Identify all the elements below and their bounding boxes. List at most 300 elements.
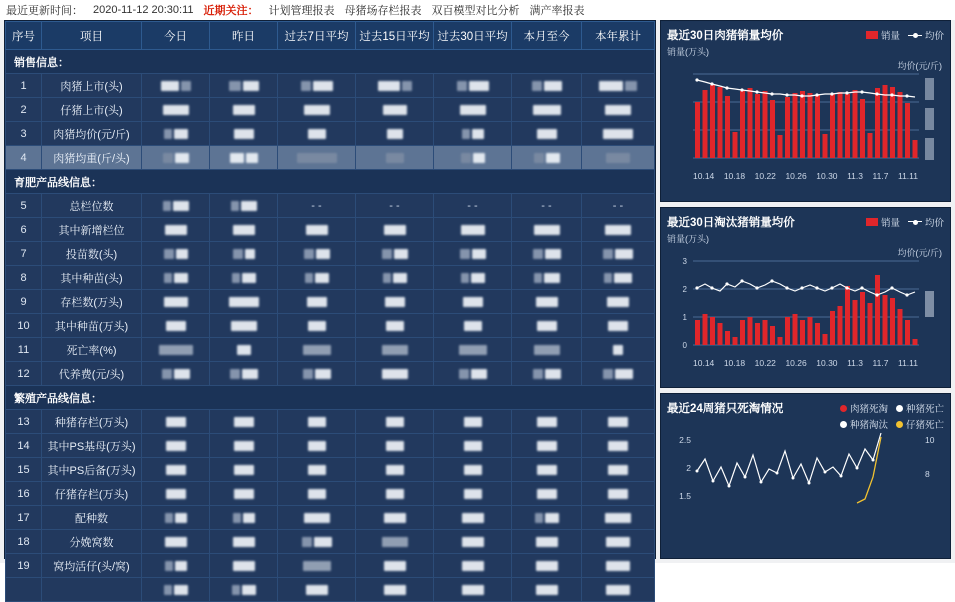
legend-item-price[interactable] bbox=[908, 28, 944, 42]
col-item[interactable]: 项目 bbox=[42, 22, 142, 50]
cell-avg7 bbox=[278, 506, 356, 530]
cell-today bbox=[142, 554, 210, 578]
y-axis-label-right: 均价(元/斤) bbox=[897, 61, 942, 71]
cell-ytd bbox=[582, 434, 655, 458]
row-label: 肉猪上市(头) bbox=[42, 74, 142, 98]
x-tick: 11.11 bbox=[897, 171, 918, 181]
section-row-sales bbox=[6, 50, 655, 74]
row-label: 投苗数(头) bbox=[42, 242, 142, 266]
chart-x-axis-labels bbox=[667, 357, 944, 368]
cell-mtd bbox=[512, 314, 582, 338]
row-label: 死亡率(%) bbox=[42, 338, 142, 362]
cell-today bbox=[142, 98, 210, 122]
cell-avg15 bbox=[356, 554, 434, 578]
row-label: 其中种苗(万头) bbox=[42, 314, 142, 338]
x-tick: 11.11 bbox=[897, 357, 918, 368]
cell-avg15 bbox=[356, 338, 434, 362]
chart-legend[interactable] bbox=[840, 401, 944, 415]
row-label bbox=[42, 578, 142, 602]
cell-avg30 bbox=[434, 290, 512, 314]
row-label: 其中PS后备(万头) bbox=[42, 458, 142, 482]
cell-mtd bbox=[512, 362, 582, 386]
cell-avg7: - - bbox=[278, 194, 356, 218]
x-tick: 11.7 bbox=[872, 357, 889, 368]
table-row[interactable] bbox=[6, 290, 655, 314]
dot-swatch-icon bbox=[896, 405, 903, 412]
cell-avg7 bbox=[278, 266, 356, 290]
table-row[interactable] bbox=[6, 482, 655, 506]
cell-mtd: - - bbox=[512, 194, 582, 218]
cell-yesterday bbox=[210, 338, 278, 362]
row-index: 13 bbox=[6, 410, 42, 434]
table-header-row bbox=[6, 22, 655, 50]
cell-today bbox=[142, 218, 210, 242]
cell-avg30 bbox=[434, 554, 512, 578]
legend-label: 种猪死亡 bbox=[905, 404, 944, 416]
section-title: 育肥产品线信息： bbox=[6, 170, 655, 194]
cell-avg7 bbox=[278, 578, 356, 602]
row-label: 配种数 bbox=[42, 506, 142, 530]
row-label: 肉猪均重(斤/头) bbox=[42, 146, 142, 170]
link-sow-inventory-report[interactable]: 母猪场存栏报表 bbox=[344, 5, 422, 17]
cell-avg7 bbox=[278, 98, 356, 122]
cell-ytd bbox=[582, 338, 655, 362]
cell-yesterday bbox=[210, 98, 278, 122]
chart-legend-row2[interactable] bbox=[667, 417, 944, 431]
x-tick: 10.26 bbox=[785, 357, 807, 368]
cell-mtd bbox=[512, 290, 582, 314]
cell-yesterday bbox=[210, 362, 278, 386]
table-row[interactable] bbox=[6, 434, 655, 458]
row-index: 18 bbox=[6, 530, 42, 554]
cell-today bbox=[142, 578, 210, 602]
row-index: 11 bbox=[6, 338, 42, 362]
table-row[interactable] bbox=[6, 530, 655, 554]
cell-avg30 bbox=[434, 338, 512, 362]
row-index: 10 bbox=[6, 314, 42, 338]
cell-avg15 bbox=[356, 122, 434, 146]
cell-yesterday bbox=[210, 410, 278, 434]
cell-avg15 bbox=[356, 506, 434, 530]
cell-today bbox=[142, 434, 210, 458]
cell-yesterday bbox=[210, 458, 278, 482]
row-index: 19 bbox=[6, 554, 42, 578]
cell-ytd bbox=[582, 242, 655, 266]
col-year-to-date[interactable]: 本年累计 bbox=[582, 22, 655, 50]
cell-ytd bbox=[582, 506, 655, 530]
y-tick-right: 10 bbox=[925, 435, 935, 446]
cell-yesterday bbox=[210, 266, 278, 290]
chart-header bbox=[667, 214, 944, 230]
cell-yesterday bbox=[210, 122, 278, 146]
cell-avg15 bbox=[356, 530, 434, 554]
cell-avg15: - - bbox=[356, 194, 434, 218]
cell-yesterday bbox=[210, 434, 278, 458]
cell-ytd bbox=[582, 290, 655, 314]
content-area bbox=[0, 20, 955, 573]
chart-card-mortality[interactable] bbox=[660, 393, 951, 559]
cell-today bbox=[142, 146, 210, 170]
legend-label: 均价 bbox=[924, 31, 944, 42]
cell-yesterday bbox=[210, 554, 278, 578]
section-row-fattening bbox=[6, 170, 655, 194]
cell-today bbox=[142, 482, 210, 506]
x-tick: 10.30 bbox=[816, 171, 838, 181]
cell-avg7 bbox=[278, 74, 356, 98]
row-label: 存栏数(万头) bbox=[42, 290, 142, 314]
legend-label: 均价 bbox=[924, 217, 944, 229]
cell-ytd bbox=[582, 122, 655, 146]
cell-mtd bbox=[512, 458, 582, 482]
legend-label: 种猪淘汰 bbox=[849, 420, 888, 432]
x-tick: 10.14 bbox=[693, 171, 715, 181]
cell-avg15 bbox=[356, 146, 434, 170]
cell-today bbox=[142, 194, 210, 218]
row-index: 1 bbox=[6, 74, 42, 98]
table-row[interactable] bbox=[6, 74, 655, 98]
cell-ytd bbox=[582, 530, 655, 554]
legend-label: 销量 bbox=[880, 31, 900, 42]
row-index: 7 bbox=[6, 242, 42, 266]
row-label: 仔猪上市(头) bbox=[42, 98, 142, 122]
cell-avg15 bbox=[356, 410, 434, 434]
table-row[interactable] bbox=[6, 314, 655, 338]
row-index: 14 bbox=[6, 434, 42, 458]
cell-avg15 bbox=[356, 578, 434, 602]
cell-yesterday bbox=[210, 506, 278, 530]
chart-title: 最近30日淘汰猪销量均价 bbox=[667, 216, 795, 229]
x-tick: 11.3 bbox=[847, 357, 863, 368]
cell-avg7 bbox=[278, 314, 356, 338]
chart-plot-area bbox=[667, 58, 944, 170]
x-tick: 10.14 bbox=[693, 357, 715, 368]
col-avg15[interactable]: 过去15日平均 bbox=[356, 22, 434, 50]
legend-item-hog-mortality[interactable] bbox=[840, 401, 888, 415]
cell-avg30 bbox=[434, 98, 512, 122]
cell-yesterday bbox=[210, 146, 278, 170]
row-index: 16 bbox=[6, 482, 42, 506]
row-label: 其中种苗(头) bbox=[42, 266, 142, 290]
x-tick: 10.30 bbox=[816, 357, 838, 368]
row-index: 5 bbox=[6, 194, 42, 218]
chart-svg-hog-sales bbox=[667, 58, 946, 170]
chart-x-axis-labels bbox=[667, 170, 944, 181]
y-tick-right: 8 bbox=[925, 469, 930, 480]
row-index bbox=[6, 578, 42, 602]
cell-avg15 bbox=[356, 290, 434, 314]
table-row[interactable] bbox=[6, 218, 655, 242]
x-tick: 10.18 bbox=[723, 171, 746, 181]
dot-swatch-icon bbox=[840, 421, 847, 428]
cell-ytd bbox=[582, 362, 655, 386]
table-row[interactable] bbox=[6, 554, 655, 578]
legend-item-price[interactable] bbox=[908, 215, 944, 229]
legend-item-volume[interactable] bbox=[866, 28, 900, 42]
cell-mtd bbox=[512, 434, 582, 458]
table-row[interactable] bbox=[6, 506, 655, 530]
cell-avg7 bbox=[278, 290, 356, 314]
cell-avg7 bbox=[278, 530, 356, 554]
dot-swatch-icon bbox=[896, 421, 903, 428]
chart-plot-area bbox=[667, 245, 944, 357]
row-label: 肉猪均价(元/斤) bbox=[42, 122, 142, 146]
cell-avg30 bbox=[434, 458, 512, 482]
cell-avg15 bbox=[356, 218, 434, 242]
y-tick: 2 bbox=[686, 463, 691, 474]
cell-ytd bbox=[582, 410, 655, 434]
cell-ytd bbox=[582, 554, 655, 578]
cell-avg7 bbox=[278, 458, 356, 482]
x-tick: 10.22 bbox=[754, 357, 776, 368]
cell-avg30 bbox=[434, 506, 512, 530]
cell-today bbox=[142, 362, 210, 386]
legend-item-volume[interactable] bbox=[866, 215, 900, 229]
line-swatch-icon bbox=[908, 221, 922, 222]
cell-mtd bbox=[512, 530, 582, 554]
link-capacity-rate-report[interactable]: 满产率报表 bbox=[529, 5, 585, 17]
row-index: 3 bbox=[6, 122, 42, 146]
chart-plot-area bbox=[667, 431, 944, 523]
dot-swatch-icon bbox=[840, 405, 847, 412]
cell-today bbox=[142, 410, 210, 434]
legend-label: 仔猪死亡 bbox=[905, 420, 944, 432]
focus-label: 近期关注： bbox=[203, 5, 259, 17]
col-avg30[interactable]: 过去30日平均 bbox=[434, 22, 512, 50]
top-bar bbox=[0, 0, 955, 20]
cell-today bbox=[142, 338, 210, 362]
row-label: 分娩窝数 bbox=[42, 530, 142, 554]
cell-mtd bbox=[512, 266, 582, 290]
legend-label: 销量 bbox=[880, 217, 900, 229]
x-tick: 10.26 bbox=[785, 171, 807, 181]
cell-avg7 bbox=[278, 410, 356, 434]
section-row-breeding bbox=[6, 386, 655, 410]
cell-today bbox=[142, 290, 210, 314]
cell-yesterday bbox=[210, 530, 278, 554]
row-index: 2 bbox=[6, 98, 42, 122]
section-title: 繁殖产品线信息： bbox=[6, 386, 655, 410]
metrics-table-panel[interactable] bbox=[4, 20, 656, 573]
cell-today bbox=[142, 506, 210, 530]
y-tick: 1.5 bbox=[679, 491, 691, 502]
cell-avg15 bbox=[356, 434, 434, 458]
cell-ytd bbox=[582, 314, 655, 338]
cell-avg30: - - bbox=[434, 194, 512, 218]
cell-avg30 bbox=[434, 434, 512, 458]
cell-avg30 bbox=[434, 362, 512, 386]
x-tick: 10.22 bbox=[754, 171, 776, 181]
cell-avg30 bbox=[434, 314, 512, 338]
cell-avg15 bbox=[356, 266, 434, 290]
y-tick: 2 bbox=[682, 284, 687, 294]
cell-avg7 bbox=[278, 242, 356, 266]
cell-avg30 bbox=[434, 242, 512, 266]
chart-legend[interactable] bbox=[866, 215, 944, 229]
row-index: 17 bbox=[6, 506, 42, 530]
col-today[interactable]: 今日 bbox=[142, 22, 210, 50]
table-row[interactable] bbox=[6, 266, 655, 290]
col-index[interactable]: 序号 bbox=[6, 22, 42, 50]
cell-avg30 bbox=[434, 122, 512, 146]
cell-today bbox=[142, 530, 210, 554]
cell-today bbox=[142, 122, 210, 146]
cell-today bbox=[142, 266, 210, 290]
cell-ytd bbox=[582, 146, 655, 170]
cell-ytd bbox=[582, 482, 655, 506]
cell-mtd bbox=[512, 338, 582, 362]
cell-avg30 bbox=[434, 146, 512, 170]
cell-avg30 bbox=[434, 410, 512, 434]
cell-avg15 bbox=[356, 482, 434, 506]
cell-avg7 bbox=[278, 554, 356, 578]
cell-today bbox=[142, 314, 210, 338]
cell-avg15 bbox=[356, 74, 434, 98]
cell-mtd bbox=[512, 218, 582, 242]
cell-avg30 bbox=[434, 482, 512, 506]
cell-avg30 bbox=[434, 74, 512, 98]
table-row[interactable] bbox=[6, 362, 655, 386]
cell-ytd bbox=[582, 98, 655, 122]
table-row[interactable] bbox=[6, 338, 655, 362]
cell-today bbox=[142, 458, 210, 482]
row-label: 总栏位数 bbox=[42, 194, 142, 218]
y-axis-label-left: 销量(万头) bbox=[667, 233, 709, 244]
chart-title: 最近30日肉猪销量均价 bbox=[667, 30, 784, 42]
cell-avg7 bbox=[278, 362, 356, 386]
row-label: 仔猪存栏(万头) bbox=[42, 482, 142, 506]
cell-avg30 bbox=[434, 218, 512, 242]
bar-swatch-icon bbox=[866, 31, 878, 39]
cell-yesterday bbox=[210, 74, 278, 98]
cell-avg30 bbox=[434, 266, 512, 290]
row-label: 其中PS基母(万头) bbox=[42, 434, 142, 458]
x-tick: 11.7 bbox=[872, 171, 889, 181]
cell-ytd bbox=[582, 266, 655, 290]
cell-ytd bbox=[582, 458, 655, 482]
update-label: 最近更新时间： bbox=[6, 5, 83, 17]
cell-mtd bbox=[512, 146, 582, 170]
cell-avg15 bbox=[356, 314, 434, 338]
cell-avg30 bbox=[434, 530, 512, 554]
row-label: 其中新增栏位 bbox=[42, 218, 142, 242]
x-tick: 10.18 bbox=[723, 357, 746, 368]
row-index: 12 bbox=[6, 362, 42, 386]
cell-avg15 bbox=[356, 458, 434, 482]
cell-avg15 bbox=[356, 98, 434, 122]
line-swatch-icon bbox=[908, 35, 922, 36]
chart-header bbox=[667, 27, 944, 43]
table-row[interactable] bbox=[6, 242, 655, 266]
cell-yesterday bbox=[210, 290, 278, 314]
col-avg7[interactable]: 过去7日平均 bbox=[278, 22, 356, 50]
update-time: 2020-11-12 20:30:11 bbox=[93, 4, 194, 16]
cell-avg30 bbox=[434, 578, 512, 602]
cell-ytd bbox=[582, 578, 655, 602]
chart-card-hog-sales[interactable] bbox=[660, 20, 951, 202]
cell-mtd bbox=[512, 482, 582, 506]
row-index: 4 bbox=[6, 146, 42, 170]
cell-avg7 bbox=[278, 482, 356, 506]
legend-item-breeder-cull[interactable] bbox=[840, 417, 888, 431]
legend-label: 肉猪死淘 bbox=[849, 404, 888, 416]
table-row[interactable] bbox=[6, 122, 655, 146]
y-tick: 1 bbox=[682, 312, 687, 322]
row-index: 15 bbox=[6, 458, 42, 482]
cell-ytd bbox=[582, 218, 655, 242]
cell-mtd bbox=[512, 554, 582, 578]
metrics-table bbox=[5, 21, 655, 602]
row-index: 6 bbox=[6, 218, 42, 242]
cell-today bbox=[142, 74, 210, 98]
cell-mtd bbox=[512, 506, 582, 530]
x-tick: 11.3 bbox=[847, 171, 863, 181]
chart-card-cull-sales[interactable] bbox=[660, 207, 951, 389]
link-plan-report[interactable]: 计划管理报表 bbox=[268, 5, 335, 17]
chart-svg-cull-sales bbox=[667, 245, 946, 357]
legend-item-piglet-death[interactable] bbox=[896, 417, 944, 431]
chart-legend[interactable] bbox=[866, 28, 944, 42]
cell-ytd: - - bbox=[582, 194, 655, 218]
chart-header bbox=[667, 400, 944, 416]
y-axis-label-left: 销量(万头) bbox=[667, 47, 709, 57]
section-title: 销售信息： bbox=[6, 50, 655, 74]
chart-title: 最近24周猪只死淘情况 bbox=[667, 403, 784, 416]
table-row[interactable] bbox=[6, 194, 655, 218]
cell-mtd bbox=[512, 242, 582, 266]
cell-yesterday bbox=[210, 218, 278, 242]
cell-ytd bbox=[582, 74, 655, 98]
table-row[interactable] bbox=[6, 98, 655, 122]
table-row[interactable] bbox=[6, 578, 655, 602]
bar-swatch-icon bbox=[866, 218, 878, 226]
legend-item-breeder-death[interactable] bbox=[896, 401, 944, 415]
cell-mtd bbox=[512, 410, 582, 434]
cell-yesterday bbox=[210, 314, 278, 338]
charts-column bbox=[660, 20, 951, 559]
table-row-selected[interactable] bbox=[6, 146, 655, 170]
cell-mtd bbox=[512, 578, 582, 602]
cell-avg7 bbox=[278, 146, 356, 170]
y-tick: 2.5 bbox=[679, 435, 691, 446]
cell-avg15 bbox=[356, 242, 434, 266]
cell-yesterday bbox=[210, 194, 278, 218]
row-index: 8 bbox=[6, 266, 42, 290]
row-label: 代养费(元/头) bbox=[42, 362, 142, 386]
cell-avg15 bbox=[356, 362, 434, 386]
cell-avg7 bbox=[278, 122, 356, 146]
y-axis-label-right: 均价(元/斤) bbox=[897, 247, 942, 258]
col-yesterday[interactable]: 昨日 bbox=[210, 22, 278, 50]
cell-yesterday bbox=[210, 482, 278, 506]
cell-mtd bbox=[512, 98, 582, 122]
table-row[interactable] bbox=[6, 410, 655, 434]
cell-mtd bbox=[512, 122, 582, 146]
row-label: 窝均活仔(头/窝) bbox=[42, 554, 142, 578]
y-tick: 0 bbox=[682, 340, 687, 350]
row-index: 9 bbox=[6, 290, 42, 314]
cell-today bbox=[142, 242, 210, 266]
row-label: 种猪存栏(万头) bbox=[42, 410, 142, 434]
col-month-to-date[interactable]: 本月至今 bbox=[512, 22, 582, 50]
cell-yesterday bbox=[210, 578, 278, 602]
link-double-hundred-analysis[interactable]: 双百模型对比分析 bbox=[431, 5, 520, 17]
table-row[interactable] bbox=[6, 458, 655, 482]
cell-mtd bbox=[512, 74, 582, 98]
cell-yesterday bbox=[210, 242, 278, 266]
chart-svg-mortality bbox=[667, 431, 946, 523]
y-tick: 3 bbox=[682, 256, 687, 266]
cell-avg7 bbox=[278, 434, 356, 458]
